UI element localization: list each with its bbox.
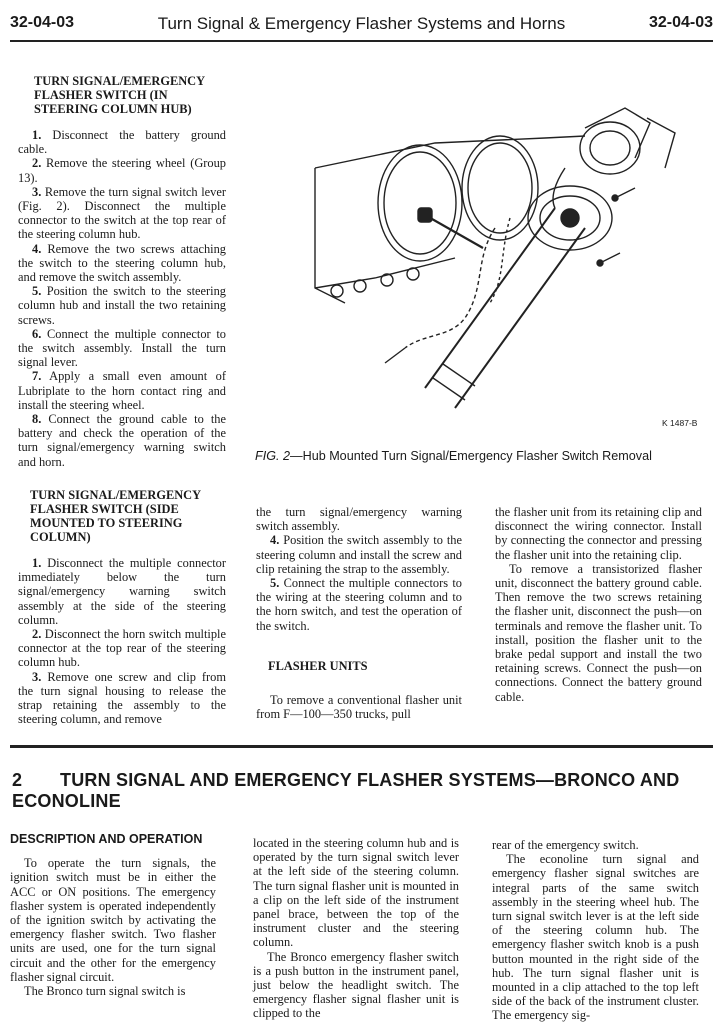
hub-switch-step-6 [18,327,226,370]
steps-hub-switch [18,128,226,469]
section-2-col2 [253,836,459,1021]
description-paragraph-3: The Bronco emergency flasher switch is a push button in the instrument panel, just below the headlight switch. The emergency flasher signal flasher unit is clipped to the [253,949,459,1021]
hub-switch-step-4 [18,242,226,285]
section-title-text: TURN SIGNAL AND EMERGENCY FLASHER SYSTEMS—BRONCO AND ECONOLINE [12,770,680,811]
heading-hub-switch: TURN SIGNAL/EMERGENCY FLASHER SWITCH (IN STEERING COLUMN HUB) [34,74,205,116]
step-number: 4. [32,241,42,256]
description-paragraph-2-cont: located in the steering column hub and is operated by the turn signal switch lever at the left side of the steering column. The turn signal flasher unit is mounted in a clip on the left side of the instrument panel brace, between the top of the instrument cluster and the steering column. [253,836,459,950]
step-text: Connect the ground cable to the battery and check the operation of the turn signal/emergency warning switch and horn. [18,412,226,469]
step-text: Remove the turn signal switch lever (Fig. 2). Disconnect the multiple connector to the switch at the top rear of the steering column hub. [18,184,226,242]
flasher-units-paragraph-1-cont: the flasher unit from its retaining clip and disconnect the wiring connector. Install by connecting the connector and pressing the flasher unit into the retaining clip. [495,505,702,562]
step-text: Position the switch assembly to the steering column and install the screw and clip retaining the strap to the assembly. [256,533,462,576]
step-text: Remove the two screws attaching the switch to the steering column hub, and remove the switch assembly. [18,241,226,285]
side-switch-step-cont-1 [256,533,462,576]
page-number-right: 32-04-03 [648,14,713,31]
figure-reference-code: K 1487-B [662,418,698,428]
header-rule [10,40,713,42]
page-header [10,10,713,40]
heading-flasher-units: FLASHER UNITS [268,658,368,673]
step-number: 2. [32,156,42,171]
step-number: 3. [32,669,42,684]
description-paragraph-1: To operate the turn signals, the ignition switch must be in either the ACC or ON positions. The emergency flasher system is operated independently of the ignition switch by activating the emergency flasher switch. Two flasher units are used, one for the turn signal circuit and the other for the emergency flasher signal circuit. [10,856,216,984]
side-switch-step-1 [18,556,226,627]
heading-side-switch: TURN SIGNAL/EMERGENCY FLASHER SWITCH (SIDE MOUNTED TO STEERING COLUMN) [30,488,201,544]
step-text: Disconnect the horn switch multiple connector at the top rear of the steering column hub. [18,627,226,670]
section-divider [10,745,713,748]
section-side-switch-cont [256,505,462,721]
side-switch-step-cont-2 [256,576,462,633]
step-text: Connect the multiple connectors to the wiring at the steering column and to the horn switch, and test the operation of the switch. [256,576,462,633]
page-number-left: 32-04-03 [10,14,75,31]
section-number: 2 [12,770,23,790]
step-number: 5. [32,284,42,299]
heading-description-operation: DESCRIPTION AND OPERATION [10,832,203,846]
steering-column-drawing [255,88,713,433]
step-number: 8. [32,412,42,427]
description-paragraph-2: The Bronco turn signal switch is [24,984,186,999]
section-2-title [12,770,712,812]
flasher-units-paragraph-1: To remove a conventional flasher unit from F—100—350 trucks, pull [256,692,462,722]
side-switch-continuation: the turn signal/emergency warning switch assembly. [256,505,462,534]
flasher-units-paragraph-2: To remove a transistorized flasher unit, disconnect the battery ground cable. Then remove the two screws retaining the flasher unit, disconnect the push—on terminals and remove the flasher unit. To install, position the flasher unit to the brake pedal support and install the two retaining screws. Connect the push—on connections. Connect the battery ground cable. [495,561,702,704]
step-text: Remove the steering wheel (Group 13). [18,156,226,185]
side-switch-step-3 [18,670,226,727]
figure-caption [255,449,715,463]
running-title: Turn Signal & Emergency Flasher Systems and Horns [157,14,566,33]
steps-side-switch-col1 [18,556,226,726]
section-hub-switch [18,74,226,469]
step-text: Position the switch to the steering column hub and install the two retaining screws. [18,284,226,327]
steps-side-switch-col2 [256,533,462,632]
step-number: 6. [32,326,42,341]
step-number: 2. [32,627,42,642]
step-number: 7. [32,369,42,384]
step-number: 4. [270,533,280,548]
step-number: 5. [270,576,280,591]
step-text: Disconnect the multiple connector immediately below the turn signal/emergency warning switch assembly at the side of the steering column. [18,556,226,627]
step-text: Disconnect the battery ground cable. [18,128,226,157]
figure-2-illustration [255,88,713,433]
figure-caption-text: —Hub Mounted Turn Signal/Emergency Flasher Switch Removal [290,449,652,463]
hub-switch-step-5 [18,284,226,327]
section-2-col1 [10,832,216,998]
hub-switch-step-1 [18,128,226,156]
hub-switch-step-3 [18,185,226,242]
step-text: Apply a small even amount of Lubriplate to the horn contact ring and install the steering wheel. [18,369,227,412]
side-switch-step-2 [18,627,226,670]
section-2-col3 [492,838,699,1023]
step-number: 1. [32,556,42,570]
section-side-switch [18,488,226,726]
description-paragraph-4: The econoline turn signal and emergency flasher signal switches are integral parts of the same switch assembly in the steering wheel hub. The turn signal switch lever is at the left side of the steering column hub. The emergency flasher switch knob is a push button mounted in the right side of the hub. The turn signal flasher unit is mounted in a clip attached to the top left side of the back of the instrument cluster. The emergency sig- [492,852,699,1023]
hub-switch-step-8 [18,412,226,469]
hub-switch-step-2 [18,156,226,184]
figure-label: FIG. 2 [255,449,290,463]
description-paragraph-3-cont: rear of the emergency switch. [492,838,639,852]
hub-switch-step-7 [18,369,226,412]
step-text: Remove one screw and clip from the turn signal housing to release the strap retaining the assembly to the steering column, and remove [18,669,226,727]
step-text: Connect the multiple connector to the switch assembly. Install the turn signal lever. [18,326,226,370]
step-number: 3. [32,184,42,199]
step-number: 1. [32,128,42,142]
flasher-units-right-column [495,505,702,704]
